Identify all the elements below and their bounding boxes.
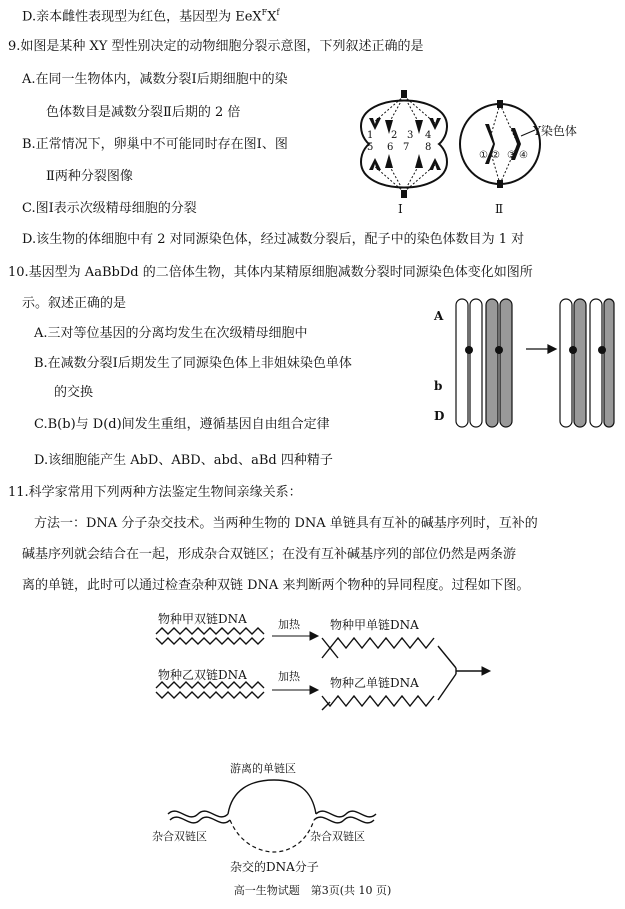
hybrid-dna-caption: 杂交的DNA分子 [230,860,319,874]
cell-division-drawing [355,78,545,220]
q8d-text: D.亲本雌性表现型为红色，基因型为 EeX [22,9,262,25]
species-b-single-label: 物种乙单链DNA [330,676,419,690]
chromosome-drawing [430,295,615,435]
q10-stem-line2: 示。叙述正确的是 [22,296,127,311]
chromosome-number-8: 8 [425,142,432,153]
y-chromosome-label: Y染色体 [533,124,577,138]
hybrid-region-left-label: 杂合双链区 [152,830,207,843]
gene-label-d: D [434,409,445,423]
heat-label-2: 加热 [278,670,300,683]
chromosome-number-1: 1 [367,130,374,141]
q8d-sup-f-lower: f [276,8,280,17]
q8d-x: X [267,9,277,25]
q11-method1-line2: 碱基序列就会结合在一起，形成杂合双链区；在没有互补碱基序列的部位仍然是两条游 [22,547,517,562]
chromosome-label-1: ① [479,150,488,161]
q8d-sup-f: F [261,8,268,17]
heat-label-1: 加热 [278,618,300,631]
species-a-single-label: 物种甲单链DNA [330,618,419,632]
q8-option-d [22,4,279,26]
hybrid-region-right-label: 杂合双链区 [310,830,365,843]
q9-option-a-line2: 色体数目是减数分裂Ⅱ后期的 2 倍 [46,105,241,120]
q11-method1-line3: 离的单链，此时可以通过检查杂种双链 DNA 来判断两个物种的异同程度。过程如下图。 [22,578,530,593]
gene-label-a: A [434,309,444,323]
q9-option-b-line1: B.正常情况下，卵巢中不可能同时存在图Ⅰ、图 [22,137,288,152]
q10-option-c: C.B(b)与 D(d)间发生重组，遵循基因自由组合定律 [34,417,330,432]
q10-option-a: A.三对等位基因的分离均发生在次级精母细胞中 [34,326,308,341]
q11-method1-line1: 方法一：DNA 分子杂交技术。当两种生物的 DNA 单链具有互补的碱基序列时，互补的 [34,516,538,531]
q10-option-b-line2: 的交换 [54,385,94,400]
q9-option-b-line2: Ⅱ两种分裂图像 [46,169,133,184]
chromosome-number-5: 5 [367,142,374,153]
chromosome-label-4: ④ [519,150,528,161]
cell-division-figure [355,78,577,220]
q9-option-d: D.该生物的体细胞中有 2 对同源染色体，经过减数分裂后，配子中的染色体数目为 1 对 [22,232,525,247]
species-a-double-label: 物种甲双链DNA [158,612,247,626]
q9-option-c: C.图Ⅰ表示次级精母细胞的分裂 [22,201,197,216]
chromosome-label-3: ③ [507,150,516,161]
chromosome-number-6: 6 [387,142,394,153]
chromosome-label-2: ② [491,150,500,161]
q9-option-a-line1: A.在同一生物体内，减数分裂Ⅰ后期细胞中的染 [22,72,288,87]
species-b-double-label: 物种乙双链DNA [158,668,247,682]
chromosome-crossover-figure [430,295,615,435]
chromosome-number-7: 7 [403,142,410,153]
chromosome-number-3: 3 [407,130,414,141]
figure-2-caption: Ⅱ [495,202,504,216]
page-footer: 高一生物试题 第3页(共 10 页) [233,884,392,897]
dna-heating-figure [150,610,495,720]
q10-stem-line1: 10.基因型为 AaBbDd 的二倍体生物，其体内某精原细胞减数分裂时同源染色体变化如图所 [8,265,533,280]
q11-stem: 11.科学家常用下列两种方法鉴定生物间亲缘关系： [8,485,302,500]
hybrid-dna-figure [150,760,400,875]
gene-label-b: b [434,379,443,393]
q10-option-d: D.该细胞能产生 AbD、ABD、abd、aBd 四种精子 [34,453,333,468]
q9-stem: 9.如图是某种 XY 型性别决定的动物细胞分裂示意图，下列叙述正确的是 [8,39,424,54]
free-single-strand-label: 游离的单链区 [230,762,296,775]
q10-option-b-line1: B.在减数分裂Ⅰ后期发生了同源染色体上非姐妹染色单体 [34,356,352,371]
chromosome-number-2: 2 [391,130,398,141]
chromosome-number-4: 4 [425,130,432,141]
figure-1-caption: Ⅰ [398,202,403,216]
